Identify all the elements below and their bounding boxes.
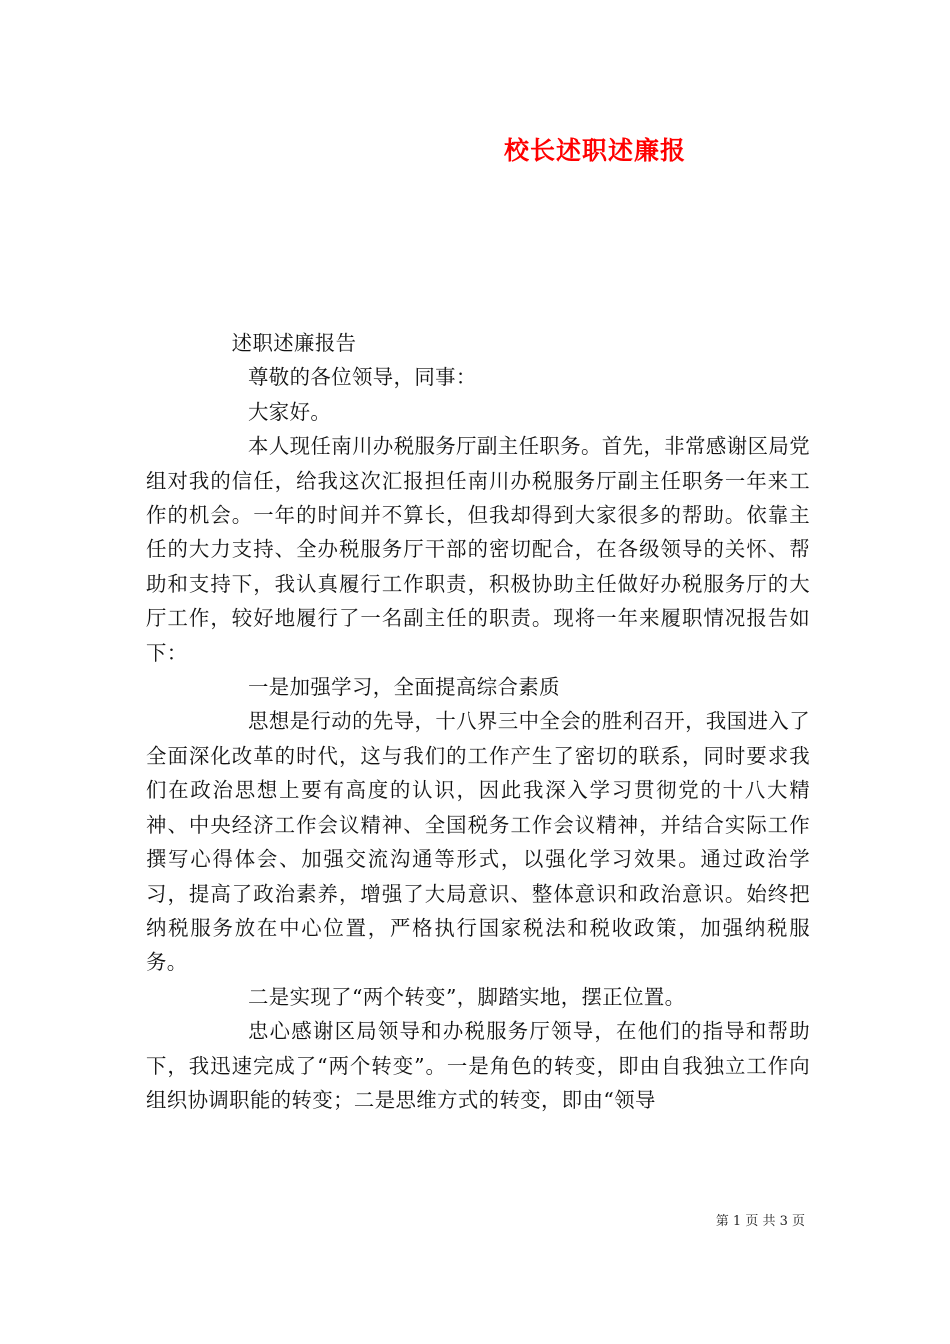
paragraph-report-heading: 述职述廉报告 bbox=[231, 331, 357, 355]
document-title: 校长述职述廉报 bbox=[503, 136, 686, 165]
paragraph-section-two-body: 忠心感谢区局领导和办税服务厅领导，在他们的指导和帮助下，我迅速完成了“两个转变”。一是角色的转变，即由自我独立工作向组织协调职能的转变；二是思维方式的转变，即由“领导 bbox=[146, 1019, 810, 1112]
paragraph-greeting: 大家好。 bbox=[248, 399, 332, 424]
document-body bbox=[146, 326, 810, 1117]
paragraph-section-one-heading: 一是加强学习，全面提高综合素质 bbox=[248, 675, 560, 700]
paragraph-salutation: 尊敬的各位领导，同事： bbox=[248, 365, 477, 390]
paragraph-section-one-body: 思想是行动的先导，十八界三中全会的胜利召开，我国进入了全面深化改革的时代，这与我们的工作产生了密切的联系，同时要求我们在政治思想上要有高度的认识，因此我深入学习贯彻党的十八大精神、中央经济工作会议精神、全国税务工作会议精神，并结合实际工作撰写心得体会、加强交流沟通等形式，以强化学习效果。通过政治学习，提高了政治素养，增强了大局意识、整体意识和政治意识。始终把纳税服务放在中心位置，严格执行国家税法和税收政策，加强纳税服务。 bbox=[146, 709, 810, 975]
page-number: 第 1 页 共 3 页 bbox=[715, 1214, 805, 1229]
paragraph-introduction: 本人现任南川办税服务厅副主任职务。首先，非常感谢区局党组对我的信任，给我这次汇报担任南川办税服务厅副主任职务一年来工作的机会。一年的时间并不算长，但我却得到大家很多的帮助。依靠主任的大力支持、全办税服务厅干部的密切配合，在各级领导的关怀、帮助和支持下，我认真履行工作职责，积极协助主任做好办税服务厅的大厅工作，较好地履行了一名副主任的职责。现将一年来履职情况报告如下： bbox=[146, 434, 810, 665]
paragraph-section-two-heading: 二是实现了“两个转变”，脚踏实地，摆正位置。 bbox=[248, 984, 686, 1009]
